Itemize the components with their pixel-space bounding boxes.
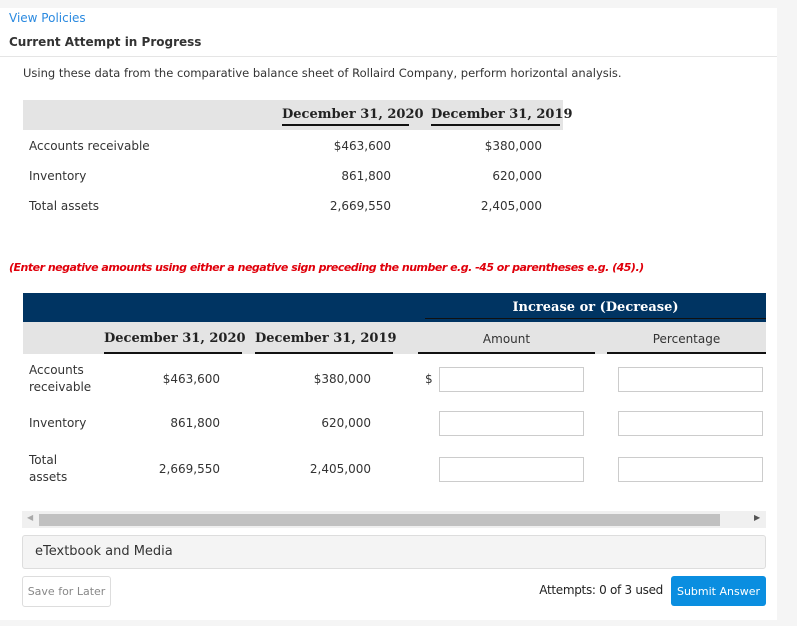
instruction-text: (Enter negative amounts using either a negative sign preceding the number e.g. -45 or parentheses e.g. (45).) (9, 261, 644, 274)
view-policies-link[interactable]: View Policies (9, 11, 86, 25)
col-header-percentage: Percentage (607, 332, 766, 354)
col-header-amount: Amount (418, 332, 595, 354)
row-label (29, 452, 67, 486)
question-card (0, 8, 777, 620)
col-header-2020: December 31, 2020 (104, 331, 242, 354)
row-label-line: receivable (29, 380, 92, 394)
question-text: Using these data from the comparative balance sheet of Rollaird Company, perform horizontal analysis. (23, 66, 622, 80)
row-value: 2,669,550 (329, 199, 391, 213)
row-value: 620,000 (492, 169, 542, 183)
percentage-input[interactable] (618, 411, 763, 436)
horizontal-scrollbar[interactable] (22, 511, 766, 528)
divider (0, 56, 777, 57)
amount-input[interactable] (439, 457, 584, 482)
row-label-line: Total (29, 453, 58, 467)
scroll-left-icon[interactable]: ◀ (27, 513, 34, 522)
row-value: 2,405,000 (480, 199, 542, 213)
submit-answer-button[interactable]: Submit Answer (671, 576, 766, 606)
amount-input[interactable] (439, 411, 584, 436)
currency-symbol: $ (425, 372, 433, 386)
percentage-input[interactable] (618, 457, 763, 482)
row-label: Total assets (29, 199, 100, 213)
row-value-2019: $380,000 (313, 372, 371, 386)
row-label (29, 362, 91, 396)
row-value-2019: 2,405,000 (309, 462, 371, 476)
etextbook-media-panel[interactable]: eTextbook and Media (22, 535, 766, 569)
row-value: $463,600 (333, 139, 391, 153)
attempt-status: Current Attempt in Progress (9, 35, 202, 49)
row-label: Inventory (29, 416, 87, 430)
row-label: Inventory (29, 169, 87, 183)
attempts-counter: Attempts: 0 of 3 used (539, 583, 663, 597)
row-label-line: Accounts (29, 363, 84, 377)
row-value: 861,800 (341, 169, 391, 183)
row-label-line: assets (29, 470, 68, 484)
save-for-later-button[interactable]: Save for Later (22, 576, 111, 607)
scrollbar-thumb[interactable] (39, 514, 720, 526)
col-header-2019: December 31, 2019 (255, 331, 393, 354)
row-value-2020: 861,800 (170, 416, 220, 430)
col-header-2019: December 31, 2019 (431, 107, 560, 126)
row-value-2019: 620,000 (321, 416, 371, 430)
scroll-right-icon[interactable]: ▶ (754, 513, 761, 522)
row-value-2020: 2,669,550 (158, 462, 220, 476)
increase-decrease-header: Increase or (Decrease) (425, 300, 766, 319)
row-value: $380,000 (484, 139, 542, 153)
percentage-input[interactable] (618, 367, 763, 392)
row-label: Accounts receivable (29, 139, 150, 153)
row-value-2020: $463,600 (162, 372, 220, 386)
amount-input[interactable] (439, 367, 584, 392)
col-header-2020: December 31, 2020 (282, 107, 409, 126)
